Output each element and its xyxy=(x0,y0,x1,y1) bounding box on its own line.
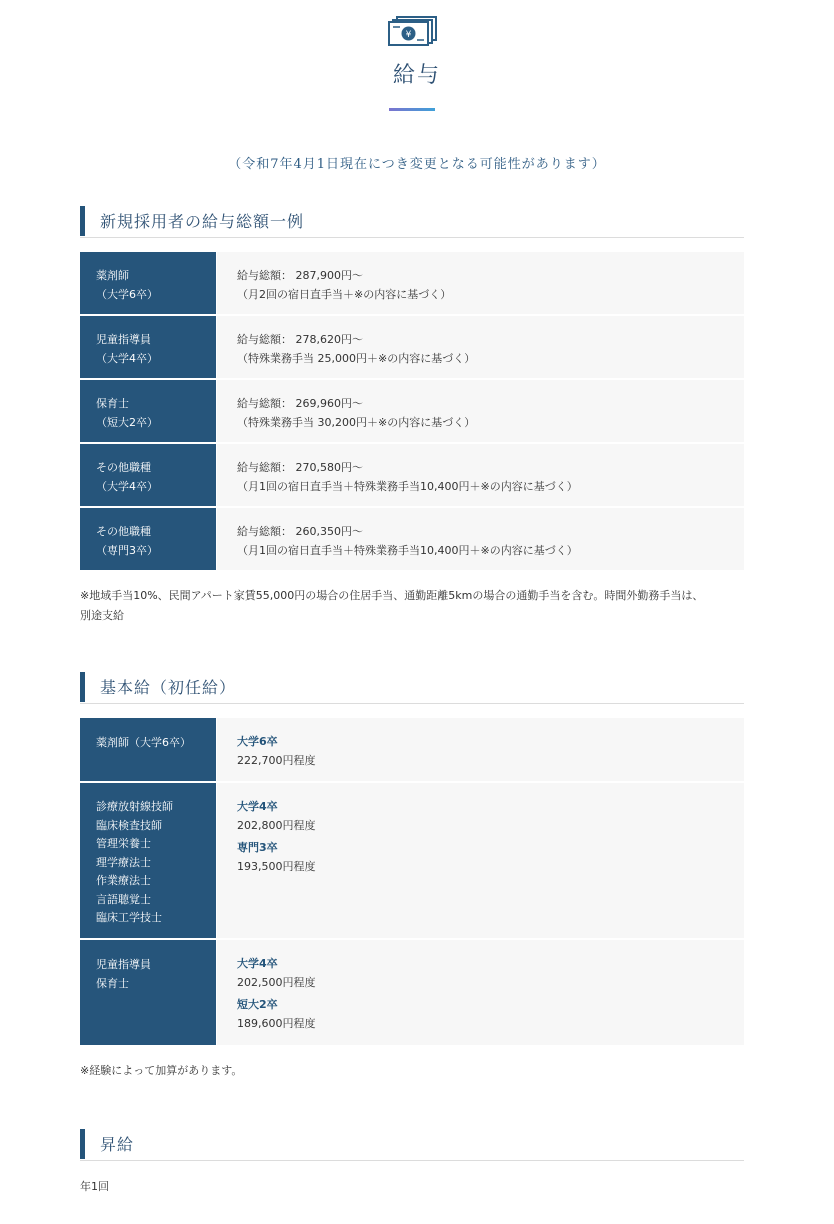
salary-detail: （月1回の宿日直手当＋特殊業務手当10,400円＋※の内容に基づく） xyxy=(237,544,578,557)
job-cell xyxy=(80,718,217,781)
salary-detail: （特殊業務手当 30,200円＋※の内容に基づく） xyxy=(237,416,476,429)
salary-cell xyxy=(217,783,744,938)
job-name: その他職種 xyxy=(96,525,151,538)
job-cell xyxy=(80,940,217,1045)
salary-amount: 給与総額： 278,620円～ xyxy=(237,333,363,346)
salary-amount: 給与総額： 260,350円～ xyxy=(237,525,363,538)
grade-amount: 202,800円程度 xyxy=(237,819,316,832)
salary-detail: （特殊業務手当 25,000円＋※の内容に基づく） xyxy=(237,352,476,365)
salary-cell xyxy=(217,940,744,1045)
note-line: ※地域手当10%、民間アパート家賃55,000円の場合の住居手当、通勤距離5kmの場合の通勤手当を含む。時間外勤務手当は、 xyxy=(80,589,704,602)
section-title: 新規採用者の給与総額一例 xyxy=(100,212,305,231)
salary-amount: 給与総額： 287,900円～ xyxy=(237,269,363,282)
table-row xyxy=(80,783,744,938)
experience-note: ※経験によって加算があります。 xyxy=(80,1064,243,1077)
table-row xyxy=(80,316,744,378)
salary-amount: 給与総額： 269,960円～ xyxy=(237,397,363,410)
grade-amount: 189,600円程度 xyxy=(237,1017,316,1030)
salary-cell xyxy=(217,508,744,570)
job-name: 管理栄養士 xyxy=(96,837,151,850)
job-education: （大学4卒） xyxy=(96,352,158,365)
grade-label: 専門3卒 xyxy=(237,841,278,854)
salary-cell xyxy=(217,252,744,314)
job-name: 保育士 xyxy=(96,977,129,990)
job-education: （専門3卒） xyxy=(96,544,158,557)
salary-cell xyxy=(217,444,744,506)
base-salary-table xyxy=(80,718,744,1047)
job-name: 保育士 xyxy=(96,397,129,410)
job-name: 理学療法士 xyxy=(96,855,151,869)
job-cell xyxy=(80,444,217,506)
section-heading-total-salary xyxy=(80,206,744,238)
job-cell xyxy=(80,252,217,314)
section-title: 基本給（初任給） xyxy=(100,678,237,697)
table-row xyxy=(80,444,744,506)
grade-label: 大学4卒 xyxy=(237,800,278,813)
salary-cell xyxy=(217,380,744,442)
table-row xyxy=(80,718,744,781)
grade-label: 大学4卒 xyxy=(237,957,278,970)
job-cell xyxy=(80,380,217,442)
job-name: 言語聴覚士 xyxy=(96,892,151,906)
table-row xyxy=(80,508,744,570)
heading-marker xyxy=(80,1129,85,1159)
table-row xyxy=(80,380,744,442)
job-cell xyxy=(80,783,217,938)
job-name: 診療放射線技師 xyxy=(96,800,173,813)
salary-amount: 給与総額： 270,580円～ xyxy=(237,461,363,474)
grade-amount: 193,500円程度 xyxy=(237,860,316,873)
page-title: 給与 xyxy=(392,63,441,88)
title-underline xyxy=(389,108,435,111)
grade-amount: 202,500円程度 xyxy=(237,976,316,989)
job-cell xyxy=(80,316,217,378)
allowance-note xyxy=(80,586,750,626)
job-name: 作業療法士 xyxy=(96,874,151,887)
job-name: その他職種 xyxy=(96,461,151,474)
job-education: （短大2卒） xyxy=(96,416,158,429)
table-row xyxy=(80,252,744,314)
salary-cell xyxy=(217,718,744,781)
job-name: 薬剤師 xyxy=(96,269,129,282)
note-line: 別途支給 xyxy=(80,609,124,622)
svg-text:¥: ¥ xyxy=(405,30,412,40)
job-cell xyxy=(80,508,217,570)
job-name: 児童指導員 xyxy=(96,958,151,971)
job-name: 薬剤師（大学6卒） xyxy=(96,736,191,749)
job-name: 臨床検査技師 xyxy=(96,818,162,832)
salary-cell xyxy=(217,316,744,378)
job-name: 児童指導員 xyxy=(96,333,151,346)
grade-label: 短大2卒 xyxy=(237,998,278,1011)
job-education: （大学4卒） xyxy=(96,480,158,493)
salary-detail: （月1回の宿日直手当＋特殊業務手当10,400円＋※の内容に基づく） xyxy=(237,480,578,493)
section-heading-base-salary xyxy=(80,672,744,704)
section-title: 昇給 xyxy=(100,1135,135,1154)
section-heading-raise xyxy=(80,1129,744,1161)
total-salary-table xyxy=(80,252,744,572)
heading-marker xyxy=(80,206,85,236)
grade-amount: 222,700円程度 xyxy=(237,754,316,767)
table-row xyxy=(80,940,744,1045)
job-name: 臨床工学技士 xyxy=(96,911,162,924)
job-education: （大学6卒） xyxy=(96,288,158,301)
money-bills-icon xyxy=(388,16,438,46)
heading-marker xyxy=(80,672,85,702)
notice-text: （令和7年4月1日現在につき変更となる可能性があります） xyxy=(228,157,606,172)
grade-label: 大学6卒 xyxy=(237,735,278,748)
salary-detail: （月2回の宿日直手当＋※の内容に基づく） xyxy=(237,288,452,301)
raise-text: 年1回 xyxy=(80,1180,109,1193)
